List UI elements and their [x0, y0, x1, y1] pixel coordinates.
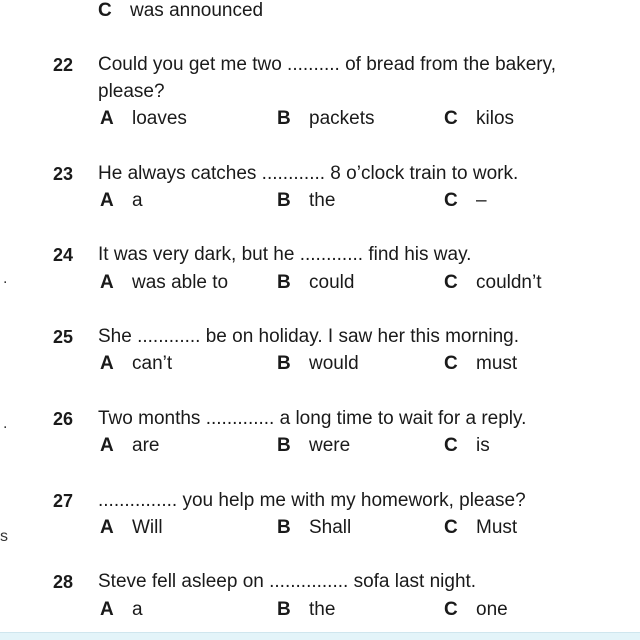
option-text: –: [476, 190, 487, 211]
question-number: 26: [53, 409, 74, 429]
option-letter: A: [100, 517, 114, 538]
option-a[interactable]: [100, 517, 163, 539]
option-letter: C: [444, 190, 458, 211]
option-c[interactable]: [444, 599, 508, 621]
option-a[interactable]: [100, 599, 143, 621]
option-text: could: [309, 272, 355, 293]
option-b[interactable]: [277, 353, 359, 375]
question-text: ............... you help me with my homework, please?: [98, 490, 526, 511]
option-text: must: [476, 353, 518, 374]
question-text: Could you get me two .......... of bread from the bakery,: [98, 54, 556, 75]
option-letter: A: [100, 599, 114, 620]
question-number: 22: [53, 55, 74, 75]
option-text: couldn’t: [476, 272, 542, 293]
option-letter: C: [444, 353, 458, 374]
option-a[interactable]: [100, 108, 187, 130]
option-b[interactable]: [277, 108, 374, 130]
question-number: 25: [53, 327, 74, 347]
option-a[interactable]: [100, 272, 228, 294]
option-letter: A: [100, 435, 114, 456]
question-text: It was very dark, but he ............ find his way.: [98, 244, 472, 265]
option-text: was announced: [130, 0, 264, 21]
option-b[interactable]: [277, 517, 351, 539]
question-text-continued: please?: [98, 81, 165, 102]
margin-mark: .: [3, 270, 8, 287]
option-c[interactable]: [444, 190, 487, 212]
question-number: 23: [53, 164, 74, 184]
question-text: Two months ............. a long time to wait for a reply.: [98, 408, 527, 429]
option-text: can’t: [132, 353, 173, 374]
option-letter: C: [98, 0, 112, 21]
option-text: are: [132, 435, 160, 456]
option-letter: C: [444, 599, 458, 620]
option-text: a: [132, 190, 143, 211]
option-text: Must: [476, 517, 518, 538]
option-letter: C: [444, 435, 458, 456]
option-letter: C: [444, 108, 458, 129]
question-number: 28: [53, 572, 74, 592]
option-text: Shall: [309, 517, 352, 538]
option-letter: B: [277, 517, 291, 538]
option-letter: A: [100, 272, 114, 293]
option-text: was able to: [132, 272, 229, 293]
option-a[interactable]: [100, 435, 159, 457]
option-text: were: [309, 435, 351, 456]
question-number: 27: [53, 491, 74, 511]
option-text: the: [309, 190, 336, 211]
option-letter: B: [277, 108, 291, 129]
option-b[interactable]: [277, 435, 350, 457]
option-text: Will: [132, 517, 163, 538]
option-text: kilos: [476, 108, 515, 129]
margin-mark: .: [3, 415, 8, 432]
option-b[interactable]: [277, 599, 335, 621]
option-text: packets: [309, 108, 375, 129]
option-a[interactable]: [100, 353, 172, 375]
option-c[interactable]: [444, 435, 490, 457]
option-text: would: [309, 353, 359, 374]
question-number: 24: [53, 245, 74, 265]
option-text: is: [476, 435, 490, 456]
option-c[interactable]: [444, 517, 517, 539]
question-text: She ............ be on holiday. I saw her this morning.: [98, 326, 520, 347]
option-letter: C: [444, 517, 458, 538]
option-letter: B: [277, 272, 291, 293]
option-text: one: [476, 599, 508, 620]
option-letter: A: [100, 108, 114, 129]
option-letter: C: [444, 272, 458, 293]
question-text: He always catches ............ 8 o’clock train to work.: [98, 163, 519, 184]
option-letter: B: [277, 435, 291, 456]
option-letter: B: [277, 353, 291, 374]
option-b[interactable]: [277, 272, 354, 294]
option-letter: A: [100, 190, 114, 211]
option-letter: B: [277, 190, 291, 211]
option-text: a: [132, 599, 143, 620]
option-text: loaves: [132, 108, 187, 129]
option-text: the: [309, 599, 336, 620]
bottom-edge-strip: [0, 632, 640, 640]
option-c[interactable]: [444, 272, 542, 294]
option-c[interactable]: [444, 108, 514, 130]
option-c[interactable]: [444, 353, 517, 375]
option-letter: B: [277, 599, 291, 620]
option-b[interactable]: [277, 190, 335, 212]
prev-question-option-c: [98, 0, 263, 22]
margin-mark: s: [0, 528, 8, 545]
option-letter: A: [100, 353, 114, 374]
question-text: Steve fell asleep on ............... sofa last night.: [98, 571, 477, 592]
option-a[interactable]: [100, 190, 143, 212]
